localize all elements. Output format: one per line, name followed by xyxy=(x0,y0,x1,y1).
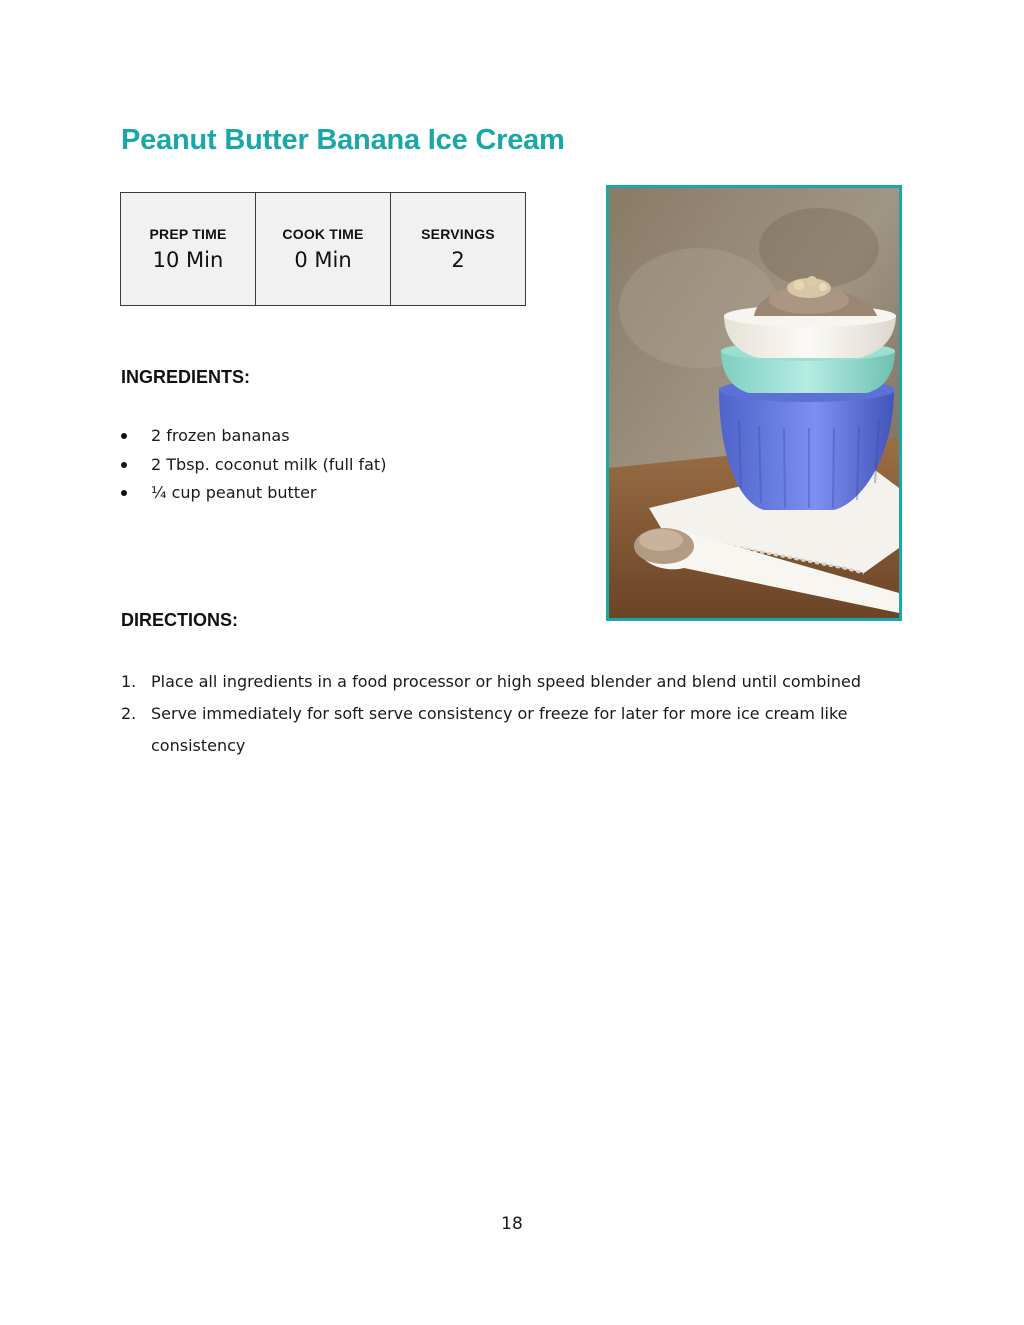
bullet-icon xyxy=(121,462,127,468)
servings-label: SERVINGS xyxy=(421,226,495,242)
directions-heading: DIRECTIONS: xyxy=(121,610,238,630)
prep-time-cell xyxy=(121,193,256,306)
step-text: Serve immediately for soft serve consistency or freeze for later for more ice cream like consistency xyxy=(151,704,848,755)
bullet-icon xyxy=(121,490,127,496)
direction-step xyxy=(121,698,901,762)
ingredient-text: ¼ cup peanut butter xyxy=(151,483,317,502)
cook-time-value: 0 Min xyxy=(294,248,352,272)
ingredients-heading: INGREDIENTS: xyxy=(121,367,251,387)
ingredient-item xyxy=(121,452,386,481)
recipe-info-table xyxy=(120,192,526,306)
ingredients-list xyxy=(121,423,386,509)
page-number: 18 xyxy=(501,1214,523,1234)
ingredient-item xyxy=(121,480,386,509)
prep-time-label: PREP TIME xyxy=(149,226,227,242)
servings-value: 2 xyxy=(451,248,465,272)
ingredient-item xyxy=(121,423,386,452)
step-number: 2. xyxy=(121,704,137,723)
directions-list xyxy=(121,666,901,762)
direction-step xyxy=(121,666,901,698)
recipe-title: Peanut Butter Banana Ice Cream xyxy=(121,124,565,156)
ingredient-text: 2 frozen bananas xyxy=(151,426,290,445)
ice-cream-bowls-photo-icon xyxy=(609,188,899,618)
step-number: 1. xyxy=(121,672,137,691)
step-text: Place all ingredients in a food processor or high speed blender and blend until combined xyxy=(151,672,862,691)
cook-time-cell xyxy=(256,193,391,306)
recipe-photo xyxy=(606,185,902,621)
bullet-icon xyxy=(121,433,127,439)
cook-time-label: COOK TIME xyxy=(282,226,364,242)
ingredient-text: 2 Tbsp. coconut milk (full fat) xyxy=(151,454,387,474)
servings-cell xyxy=(391,193,526,306)
prep-time-value: 10 Min xyxy=(152,248,224,272)
